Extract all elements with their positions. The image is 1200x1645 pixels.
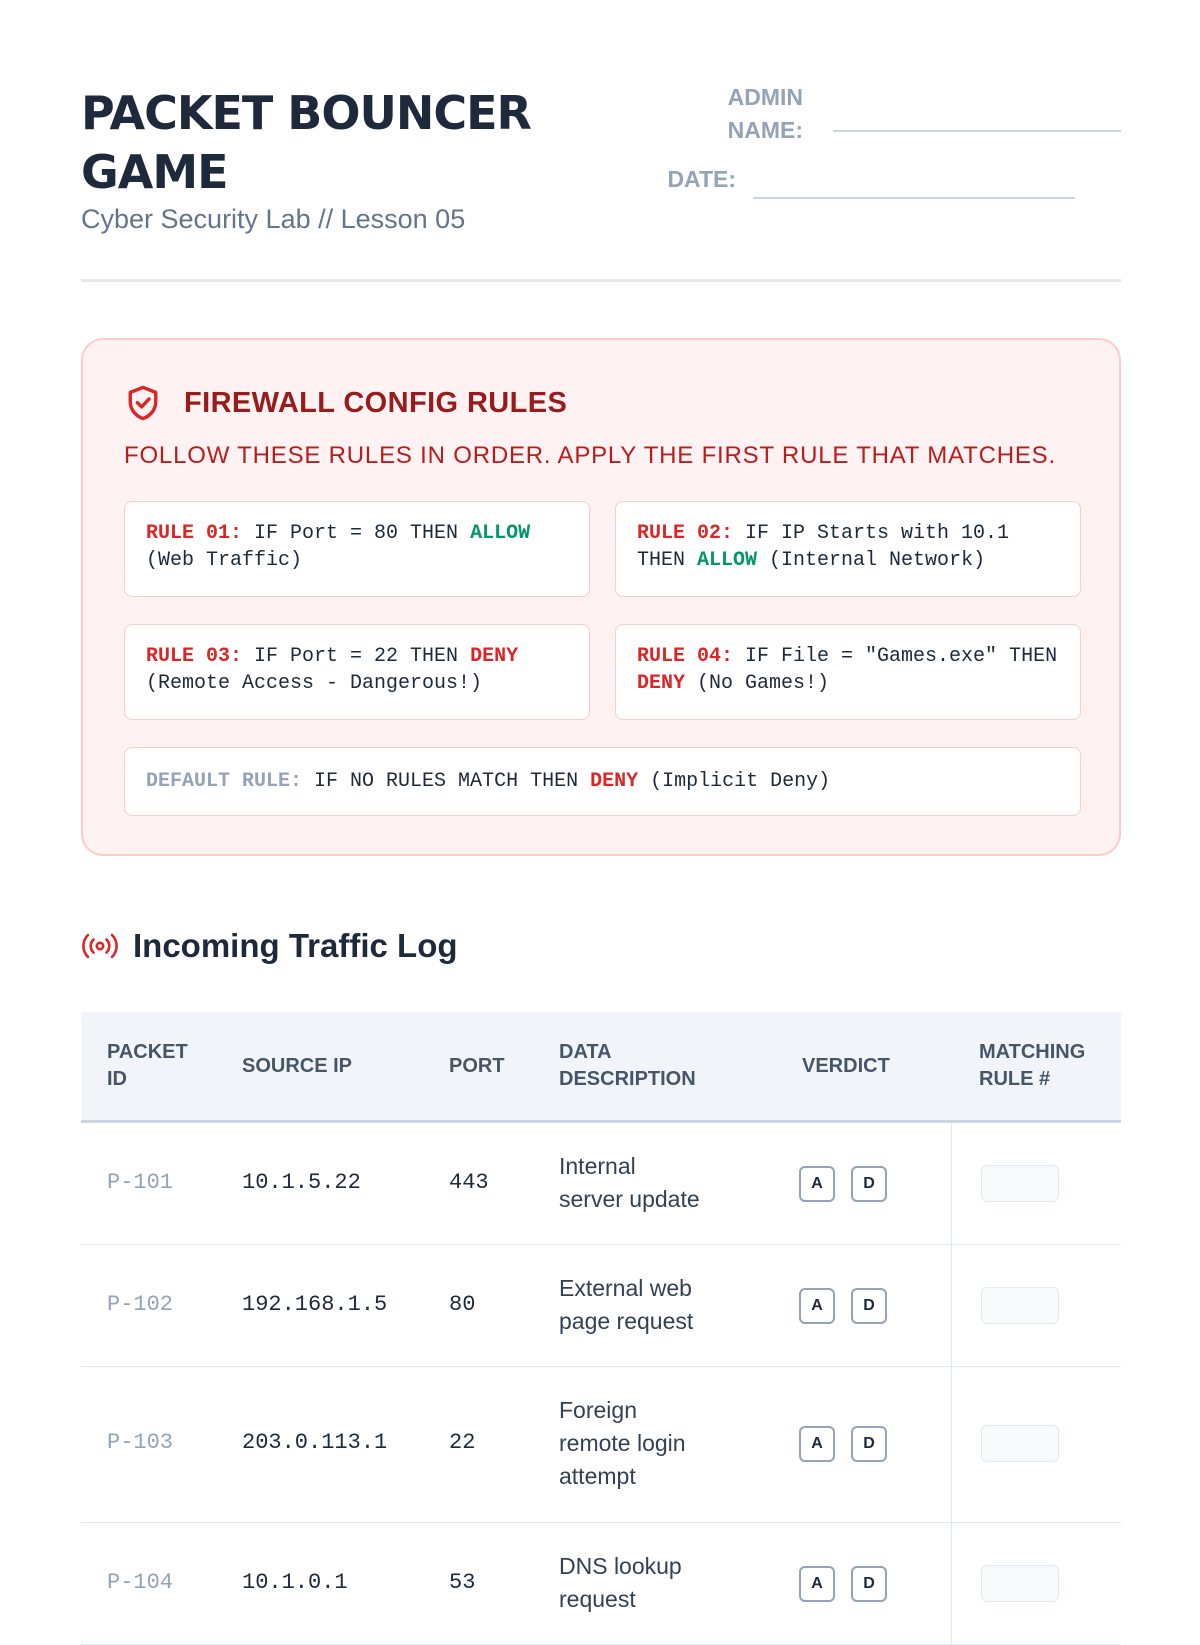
admin-name-field[interactable]	[833, 130, 1121, 132]
packet-id: P-102	[107, 1292, 174, 1317]
verdict-buttons	[799, 1288, 887, 1324]
source-ip: 203.0.113.1	[242, 1430, 388, 1455]
data-description: Internal server update	[559, 1153, 700, 1212]
traffic-log-table	[81, 1012, 1121, 1645]
rule-note: (No Games!)	[685, 672, 830, 695]
worksheet-header	[81, 80, 1121, 282]
rules-heading	[126, 384, 567, 422]
rule-tag: RULE 01:	[146, 522, 243, 545]
packet-id: P-101	[107, 1170, 174, 1195]
source-ip: 10.1.0.1	[242, 1570, 348, 1595]
port: 53	[449, 1570, 476, 1595]
rule-tag: RULE 04:	[637, 645, 734, 668]
rule-tag: RULE 02:	[637, 522, 734, 545]
rule-card	[124, 501, 590, 597]
matching-rule-input[interactable]	[981, 1565, 1059, 1602]
table-row	[81, 1123, 1121, 1245]
shield-check-icon	[126, 384, 160, 422]
deny-button[interactable]: D	[851, 1566, 887, 1602]
default-rule-tag: DEFAULT RULE:	[146, 770, 303, 793]
allow-button[interactable]: A	[799, 1566, 835, 1602]
rule-tag: RULE 03:	[146, 645, 243, 668]
firewall-rules-panel	[81, 338, 1121, 856]
verdict-buttons	[799, 1426, 887, 1462]
admin-name-label: ADMIN NAME:	[727, 84, 803, 143]
default-rule-condition: IF NO RULES MATCH THEN	[302, 770, 591, 793]
date-field[interactable]	[753, 197, 1075, 199]
rule-card	[615, 624, 1081, 720]
data-description: DNS lookup request	[559, 1553, 682, 1612]
port: 22	[449, 1430, 476, 1455]
column-header-source-ip: SOURCE IP	[242, 1055, 353, 1077]
rule-column-divider	[951, 1523, 952, 1644]
matching-rule-input[interactable]	[981, 1165, 1059, 1202]
matching-rule-input[interactable]	[981, 1287, 1059, 1324]
rule-action: ALLOW	[470, 522, 531, 545]
allow-button[interactable]: A	[799, 1288, 835, 1324]
table-row	[81, 1245, 1121, 1367]
column-header-matching-rule: MATCHING RULE #	[979, 1041, 1086, 1090]
rule-condition: IF Port = 80 THEN	[242, 522, 471, 545]
deny-button[interactable]: D	[851, 1426, 887, 1462]
rule-action: DENY	[637, 672, 686, 695]
page-title: PACKET BOUNCER GAME	[81, 86, 531, 199]
verdict-buttons	[799, 1566, 887, 1602]
source-ip: 10.1.5.22	[242, 1170, 361, 1195]
rule-column-divider	[951, 1245, 952, 1366]
table-row	[81, 1367, 1121, 1523]
default-rule-note: (Implicit Deny)	[638, 770, 831, 793]
verdict-buttons	[799, 1166, 887, 1202]
allow-button[interactable]: A	[799, 1166, 835, 1202]
deny-button[interactable]: D	[851, 1288, 887, 1324]
date-label: DATE:	[667, 166, 736, 192]
table-header	[81, 1012, 1121, 1123]
rule-condition: IF Port = 22 THEN	[242, 645, 471, 668]
port: 80	[449, 1292, 476, 1317]
table-row	[81, 1523, 1121, 1645]
column-header-packet-id: PACKET ID	[107, 1041, 188, 1090]
rule-column-divider	[951, 1367, 952, 1522]
matching-rule-input[interactable]	[981, 1425, 1059, 1462]
rule-action: ALLOW	[697, 549, 758, 572]
rules-instructions: FOLLOW THESE RULES IN ORDER. APPLY THE FIRST RULE THAT MATCHES.	[124, 442, 1056, 469]
traffic-log-heading	[81, 927, 458, 965]
rule-note: (Remote Access - Dangerous!)	[146, 645, 531, 695]
rules-title: FIREWALL CONFIG RULES	[184, 386, 568, 419]
page-subtitle: Cyber Security Lab // Lesson 05	[81, 204, 466, 234]
source-ip: 192.168.1.5	[242, 1292, 388, 1317]
allow-button[interactable]: A	[799, 1426, 835, 1462]
deny-button[interactable]: D	[851, 1166, 887, 1202]
rule-note: (Internal Network)	[757, 549, 986, 572]
rule-condition: IF File = "Games.exe" THEN	[733, 645, 1070, 668]
rule-condition: IF IP Starts with 10.1 THEN	[637, 522, 1022, 572]
port: 443	[449, 1170, 489, 1195]
rule-card	[615, 501, 1081, 597]
data-description: External web page request	[559, 1275, 694, 1334]
packet-id: P-103	[107, 1430, 174, 1455]
rule-action: DENY	[470, 645, 519, 668]
default-rule-action: DENY	[590, 770, 639, 793]
traffic-log-title: Incoming Traffic Log	[133, 927, 458, 964]
rule-card	[124, 624, 590, 720]
packet-id: P-104	[107, 1570, 174, 1595]
data-description: Foreign remote login attempt	[559, 1397, 686, 1489]
default-rule-card	[124, 747, 1081, 816]
column-header-port: PORT	[449, 1055, 505, 1077]
rule-note: (Web Traffic)	[146, 522, 543, 572]
column-header-data-description: DATA DESCRIPTION	[559, 1041, 696, 1090]
rule-column-divider	[951, 1123, 952, 1244]
broadcast-icon	[81, 932, 119, 960]
column-header-verdict: VERDICT	[802, 1055, 890, 1077]
